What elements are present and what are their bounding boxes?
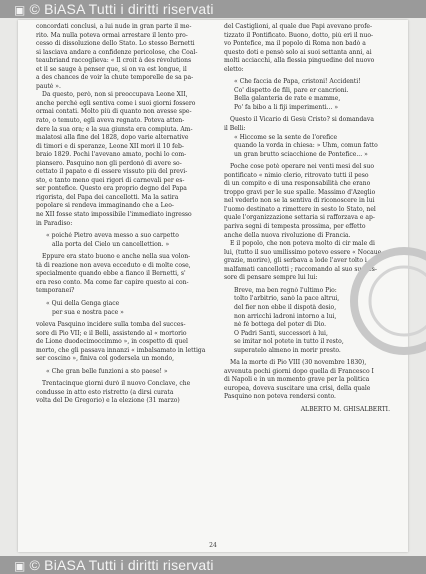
text-line: pariva segni di tempesta prossima, per effetto	[224, 223, 366, 231]
text-line: condusse in atto esto ristretto (a dirsi curata	[36, 388, 174, 396]
text-line: quando la vorda in chiesa: » Uhm, comun fatto	[234, 142, 378, 150]
text-line: cesso di dissoluzione dello Stato. Lo stesso Bernetti	[36, 40, 195, 48]
text-line: avvenuta pochi giorni dopo quella di Francesco I	[224, 367, 374, 375]
text-line: temporanei?	[36, 287, 75, 295]
right-column	[224, 23, 402, 415]
biasa-logo-icon: ▣	[14, 559, 26, 573]
text-line: ormai contati. Molto più di quanto non avesse spe-	[36, 108, 192, 116]
text-line: « Che faccia de Papa, cristoni! Accidenti!	[234, 78, 361, 86]
text-line: il Belli:	[224, 125, 246, 133]
text-line: molti acciacchi, alla flessia pinguedine del nuovo	[224, 57, 375, 65]
text-line: se imitar nol potete in tutto il resto,	[234, 338, 344, 346]
text-line: Questo il Vicario di Gesù Cristo? si domandava	[230, 116, 374, 124]
text-line: a des chances de voir la chute temporelle de sa pa-	[36, 74, 194, 82]
text-line: ser pontefice. Questo era proprio degno del Papa	[36, 185, 187, 193]
text-line: Eppure era stato buono e anche nella sua volon-	[42, 253, 191, 261]
text-line: rito. Ma nulla poteva ormai arrestare il lento pro-	[36, 31, 188, 39]
text-line: malatosi alla fine del 1828, dopo varie alternative	[36, 134, 189, 142]
text-line: tizzato il Pontificato. Buono, dotto, più eri il nuo-	[224, 31, 374, 39]
watermark-banner-top	[0, 0, 426, 18]
text-line: Ma la morte di Pio VIII (30 novembre 1830),	[230, 359, 367, 367]
text-line: si lasciava andare a confidenze pericolose, che Coal-	[36, 48, 198, 56]
text-line: et il se sauge à penser que, si on va est longue, il	[36, 65, 187, 73]
text-line: popolare si rendeva immaginando che a Leo-	[36, 202, 174, 210]
page-number: 24	[209, 542, 217, 549]
text-line: « poiché Pietro aveva messo a suo carpetto	[46, 232, 179, 240]
text-line: rato, o temuto, egli aveva regnato. Poteva atten-	[36, 117, 185, 125]
text-line: del fier non ebbe il dispotà desio,	[234, 303, 337, 311]
text-line: sore di Pio VII; e il Belli, assistendo al « mortorio	[36, 329, 187, 337]
text-line: nel vederlo non se la sentiva di riconoscere in lui	[224, 197, 375, 205]
text-line: del Castiglioni, al quale due Papi avevano profe-	[224, 23, 373, 30]
text-line: vo Pontefice, ma il popolo di Roma non badò a	[224, 40, 366, 48]
text-line: Bella galanteria de rate e mamme,	[234, 95, 341, 103]
text-line: specialmente quando ebbe a fianco il Bernetti, s'	[36, 270, 186, 278]
text-line: di un compito e di una responsabilità che erano	[224, 180, 371, 188]
biasa-logo-icon: ▣	[14, 3, 26, 17]
text-line: Poche cose potè operare nei venti mesi del suo	[230, 163, 375, 171]
scanned-page	[18, 20, 408, 552]
text-line: Da questo, però, non si preoccupava Leone XII,	[42, 91, 188, 99]
text-line: lui, (tutto il suo umilissimo potevo essere « Nocaue,	[224, 248, 384, 256]
text-line: volta del De Gregorio) e la elezione (31 marzo)	[36, 397, 180, 405]
text-line: voleva Pasquino incidere sulla tomba del succes-	[36, 321, 186, 329]
text-line: « Qui della Genga giace	[46, 299, 120, 307]
text-line: teaubriand raccoglieva: « Il croit à des révolutions	[36, 57, 192, 65]
text-line: l'uomo destinato a rimettere in sesto lo Stato, nel	[224, 205, 376, 213]
watermark-text-top: © BiASA Tutti i diritti riservati	[29, 1, 214, 17]
text-line: anche perché egli sentiva come i suoi giorni fossero	[36, 99, 196, 107]
text-line: Po' fa bibo a li fiji imperimenti... »	[234, 103, 339, 111]
text-line: eletto:	[224, 65, 244, 73]
text-line: Co' dispetto de fili, pare er cancrioni.	[234, 86, 349, 94]
text-line: E il popolo, che non poteva molto di cir male di	[230, 240, 375, 248]
text-line: europea, doveva suscitare una crisi, della quale	[224, 384, 371, 392]
text-line: ne XII fosse stato impossibile l'immediato ingresso	[36, 211, 192, 219]
text-line: tolto l'arbitrio, sanò la pace altrui,	[234, 295, 340, 303]
text-line: malfamati cancellotti ; raccomando al suo succes-	[224, 265, 377, 273]
text-line: piansero. Pasquino non gli perdonò di avere so-	[36, 159, 182, 167]
text-line: un gran brutto sciacchione de Pontefice... »	[234, 150, 368, 158]
text-line: Breve, ma ben regnò l'ultimo Pio:	[234, 286, 337, 294]
text-line: alla porta del Cielo un cancellettion. »	[52, 240, 170, 248]
text-line: nè fè bottega del poter di Dio.	[234, 321, 327, 329]
text-line: morto, che gli passava innanzi « imbalsamato in lettiga	[36, 346, 206, 354]
text-line: O Padri Santi, successori à lui,	[234, 329, 328, 337]
watermark-banner-bottom	[0, 556, 426, 574]
text-line: in Paradiso:	[36, 219, 73, 227]
text-line: grazie, morire), gli serbava a lode l'aver tolto i	[224, 257, 367, 265]
text-line: ser coscino », finiva col godersela un mondo,	[36, 355, 175, 363]
text-line: per sua e nostra pace »	[52, 308, 124, 316]
text-line: tà di reazione non aveva ecceduto e di molte cose,	[36, 261, 191, 269]
text-line: pontificato « nimio clerio, ritrovato tutti il peso	[224, 171, 369, 179]
text-line: superatelo almeno in morir presto.	[234, 346, 341, 354]
text-line: troppo gravi per le sue spalle. Massimo d'Azeglio	[224, 188, 376, 196]
text-line: pauté ».	[36, 82, 61, 90]
text-line: di Napoli e in un momento grave per la politica	[224, 376, 370, 384]
text-line: « Che gran belle funzioni a sto paese! »	[46, 367, 168, 375]
text-line: braio 1829. Pochi l'avevano amato, pochi lo com-	[36, 151, 187, 159]
text-line: cettato il papato e di essere vissuto più del previ-	[36, 168, 188, 176]
text-line: « Hiccome se la sente de l'orefice	[234, 133, 338, 141]
text-line: Trentacinque giorni durò il nuovo Conclave, che	[42, 380, 191, 388]
text-line: ALBERTO M. GHISALBERTI.	[300, 405, 390, 413]
text-line: dere la sua ora; e la sua giunsta era compiuta. Am-	[36, 125, 193, 133]
text-line: de Lione duodecimoccimmo », in cospetto di quel	[36, 338, 188, 346]
text-line: di timori e di speranze, Leone XII morì il 10 feb-	[36, 142, 184, 150]
text-line: questo doti e pensò solo ai suoi settanta anni, ai	[224, 48, 372, 56]
text-line: sore di pensare sempre lui lui:	[224, 274, 318, 282]
text-line: sto, e tanto meno quei rigori di carnevali per es-	[36, 176, 185, 184]
text-line: Pasquino non poteva rendersi conto.	[224, 393, 336, 401]
text-line: non arricchì ladroni intorno a lui,	[234, 312, 337, 320]
text-line: rigorista, del Papa dei cancellotti. Ma la satira	[36, 193, 179, 201]
text-line: quale l'organizzazione settaria si rafforzava e ap-	[224, 214, 375, 222]
text-line: concordati conclusi, a lui nude in gran parte il me-	[36, 23, 192, 30]
watermark-text-bottom: © BiASA Tutti i diritti riservati	[29, 557, 214, 573]
text-line: era reso conto. Ma come far capire questo ai con-	[36, 278, 189, 286]
text-line: anche della nuova rivoluzione di Francia.	[224, 231, 351, 239]
left-column	[36, 23, 214, 406]
